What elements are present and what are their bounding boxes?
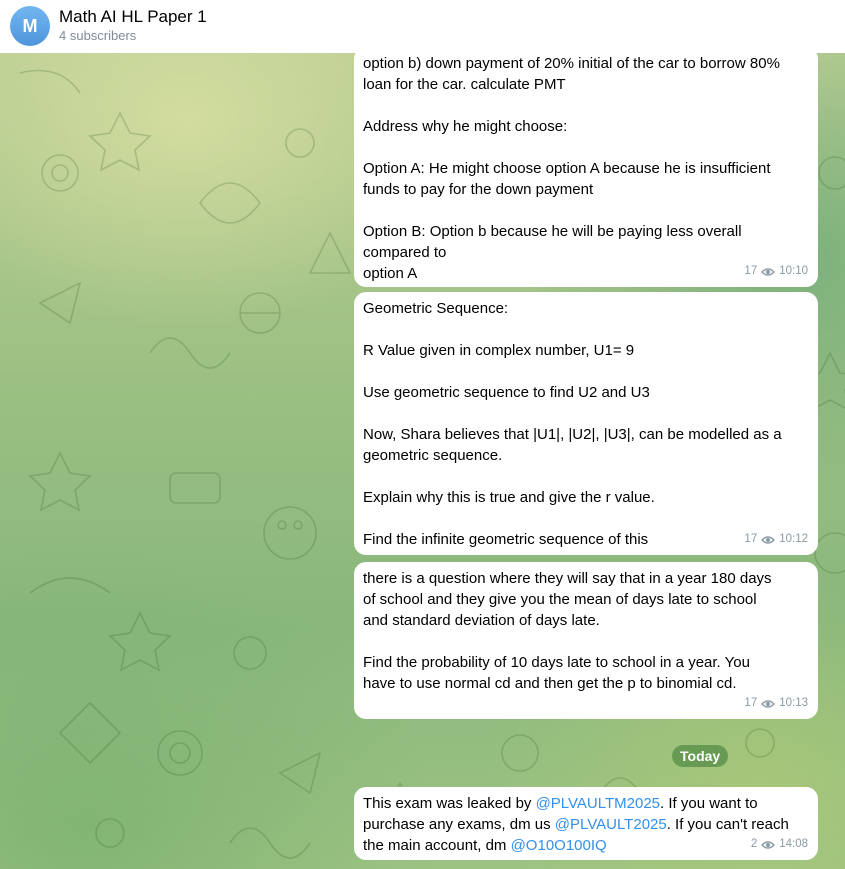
message-time: 10:13 xyxy=(779,697,808,709)
message-time: 10:10 xyxy=(779,265,808,277)
view-count: 17 xyxy=(744,533,758,545)
date-separator: Today xyxy=(672,745,728,767)
message-bubble[interactable] xyxy=(354,292,818,555)
message-bubble[interactable] xyxy=(354,787,818,860)
message-meta xyxy=(744,529,808,550)
channel-title: Math AI HL Paper 1 xyxy=(59,7,207,26)
eye-icon xyxy=(761,840,775,850)
mention-link-o10o100iq[interactable]: @O10O100IQ xyxy=(510,837,607,854)
message-text: Geometric Sequence: R Value given in complex number, U1= 9 Use geometric sequence to find U2 and U3 Now, Shara believes that |U1|, |U2|, |U3|, can be modelled as a geometric sequence. Explain why this is true and give the r value. Find the infinite geometric sequence of this xyxy=(363,300,782,548)
message-bubble[interactable] xyxy=(354,53,818,287)
message-text: option b) down payment of 20% initial of the car to borrow 80% loan for the car. calculate PMT Address why he might choose: Option A: He might choose option A because he is insufficient funds to pay for the down payment Option B: Option b because he will be paying less overall compared to option A xyxy=(363,55,780,282)
message-meta xyxy=(744,693,808,714)
message-meta xyxy=(751,834,808,855)
mention-link-plvaultm2025[interactable]: @PLVAULTM2025 xyxy=(535,795,661,812)
eye-icon xyxy=(761,267,775,277)
chat-area[interactable] xyxy=(0,53,845,869)
eye-icon xyxy=(761,535,775,545)
view-count: 17 xyxy=(744,697,758,709)
eye-icon xyxy=(761,699,775,709)
view-count: 2 xyxy=(750,838,758,850)
message-text-part: This exam was leaked by xyxy=(363,795,536,812)
message-time: 14:08 xyxy=(779,838,808,850)
message-text xyxy=(363,793,808,856)
message-text: there is a question where they will say that in a year 180 days of school and they give you the mean of days late to school and standard deviation of days late. Find the probability of 10 days late to school in a year. You have to use normal cd and then get the p to binomial cd. xyxy=(363,570,772,692)
channel-avatar[interactable]: M xyxy=(10,6,50,46)
message-time: 10:12 xyxy=(779,533,808,545)
channel-header[interactable] xyxy=(0,0,845,53)
message-text-part: . If you want to purchase any exams, dm us xyxy=(363,795,758,833)
message-meta xyxy=(744,261,808,282)
message-text-part: . If you can't reach the main account, dm xyxy=(363,816,789,854)
channel-subscriber-count: 4 subscribers xyxy=(59,28,137,43)
view-count: 17 xyxy=(744,265,758,277)
message-bubble[interactable] xyxy=(354,562,818,719)
mention-link-plvault2025[interactable]: @PLVAULT2025 xyxy=(554,816,667,833)
